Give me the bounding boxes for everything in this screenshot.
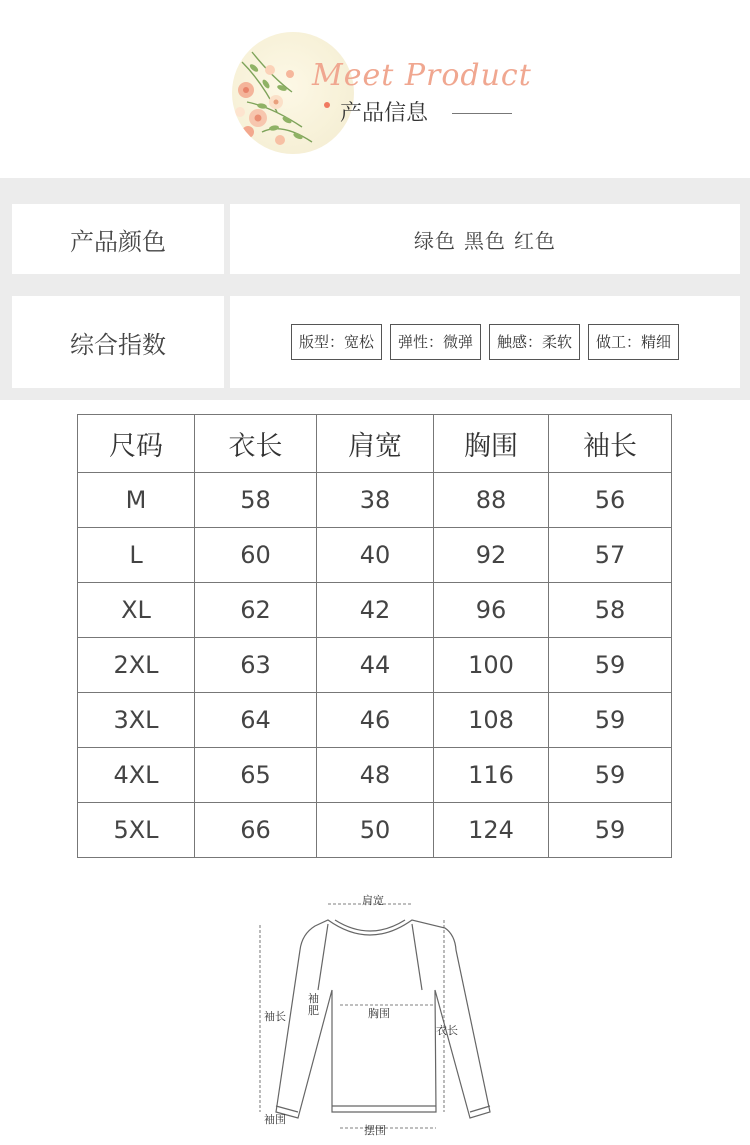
- elasticity-tag: 弹性：微弹: [390, 324, 481, 360]
- brand-title: Meet Product: [312, 58, 532, 93]
- section-subtitle: 产品信息: [340, 101, 429, 126]
- table-cell: 2XL: [78, 638, 195, 693]
- table-cell: 38: [317, 473, 434, 528]
- product-info-header: [0, 0, 750, 178]
- fit-tag: 版型：宽松: [291, 324, 382, 360]
- hem-label: 摆围: [364, 1124, 386, 1137]
- table-row: [78, 473, 672, 528]
- table-cell: L: [78, 528, 195, 583]
- table-cell: 64: [195, 693, 317, 748]
- table-cell: 59: [549, 638, 672, 693]
- subtitle-divider: [452, 113, 512, 114]
- table-cell: 88: [434, 473, 549, 528]
- length-label: 衣长: [436, 1024, 458, 1037]
- index-label: 综合指数: [12, 296, 224, 388]
- color-label: 产品颜色: [12, 204, 224, 274]
- table-cell: 59: [549, 693, 672, 748]
- color-option: 红色: [514, 228, 556, 253]
- table-cell: 50: [317, 803, 434, 858]
- table-cell: 46: [317, 693, 434, 748]
- color-values: [230, 204, 740, 274]
- size-table: [77, 414, 672, 858]
- table-cell: 63: [195, 638, 317, 693]
- table-row: [78, 748, 672, 803]
- table-row: [78, 693, 672, 748]
- table-cell: 44: [317, 638, 434, 693]
- floral-decoration: [232, 32, 354, 154]
- table-cell: 42: [317, 583, 434, 638]
- column-header: 袖长: [549, 415, 672, 473]
- table-cell: XL: [78, 583, 195, 638]
- table-cell: 57: [549, 528, 672, 583]
- table-cell: 40: [317, 528, 434, 583]
- table-cell: 92: [434, 528, 549, 583]
- table-cell: 48: [317, 748, 434, 803]
- table-cell: 66: [195, 803, 317, 858]
- sleeve-length-label: 袖长: [264, 1010, 286, 1023]
- color-option: 黑色: [464, 228, 506, 253]
- chest-label: 胸围: [368, 1007, 390, 1020]
- column-header: 肩宽: [317, 415, 434, 473]
- sleeve-width-label: 袖肥: [308, 992, 319, 1017]
- table-cell: 65: [195, 748, 317, 803]
- measurement-diagram: [240, 880, 500, 1140]
- color-option: 绿色: [414, 228, 456, 253]
- table-row: [78, 803, 672, 858]
- touch-tag: 触感：柔软: [489, 324, 580, 360]
- table-row: [78, 583, 672, 638]
- table-cell: 5XL: [78, 803, 195, 858]
- product-attributes-panel: [0, 178, 750, 400]
- table-cell: 58: [195, 473, 317, 528]
- table-cell: 59: [549, 803, 672, 858]
- table-cell: 108: [434, 693, 549, 748]
- cuff-label: 袖围: [264, 1113, 286, 1126]
- column-header: 衣长: [195, 415, 317, 473]
- index-values: [230, 296, 740, 388]
- table-cell: 59: [549, 748, 672, 803]
- table-cell: 60: [195, 528, 317, 583]
- table-cell: 56: [549, 473, 672, 528]
- table-cell: 96: [434, 583, 549, 638]
- table-row: [78, 528, 672, 583]
- table-cell: 3XL: [78, 693, 195, 748]
- table-cell: 116: [434, 748, 549, 803]
- table-cell: M: [78, 473, 195, 528]
- table-row: [78, 638, 672, 693]
- shoulder-label: 肩宽: [362, 894, 384, 907]
- column-header: 尺码: [78, 415, 195, 473]
- table-cell: 62: [195, 583, 317, 638]
- table-cell: 4XL: [78, 748, 195, 803]
- table-cell: 124: [434, 803, 549, 858]
- column-header: 胸围: [434, 415, 549, 473]
- table-cell: 58: [549, 583, 672, 638]
- bird-decoration: [324, 102, 330, 108]
- table-header-row: [78, 415, 672, 473]
- table-cell: 100: [434, 638, 549, 693]
- workmanship-tag: 做工：精细: [588, 324, 679, 360]
